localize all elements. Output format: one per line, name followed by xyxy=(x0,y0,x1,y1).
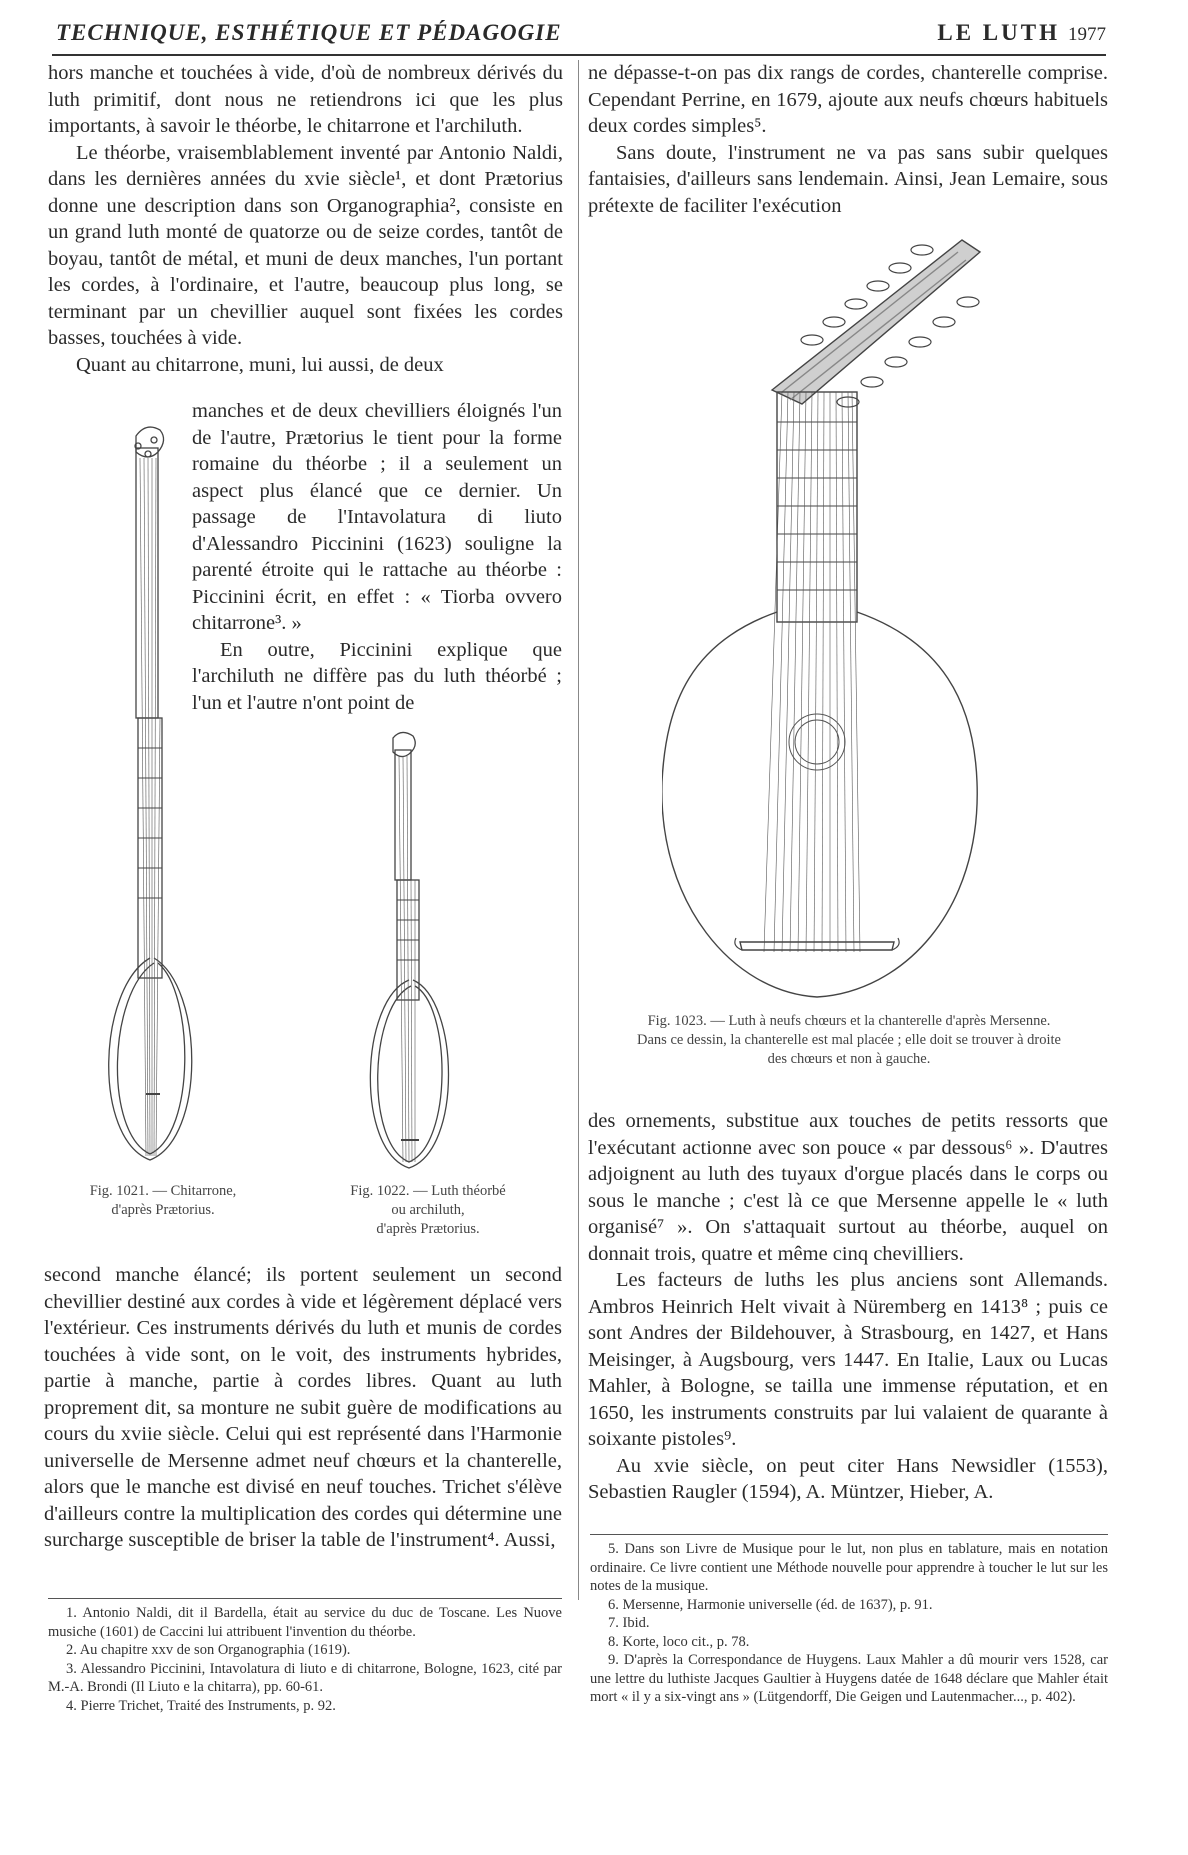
footnote: 7. Ibid. xyxy=(608,1615,650,1631)
paragraph: hors manche et touchées à vide, d'où de nombreux dérivés du luth primitif, dont nous ne retiendrons ici que les plus importants, à savoir le théorbe, le chitarrone et l'archiluth. xyxy=(48,62,563,137)
caption-line: Fig. 1021. — Chitarrone, xyxy=(89,1183,237,1199)
footnote-separator xyxy=(48,1598,562,1599)
header-article-name: LE LUTH xyxy=(937,20,1060,45)
footnotes-left xyxy=(48,1604,562,1715)
figure-1022-archiluth xyxy=(355,730,485,1180)
footnote-separator xyxy=(590,1534,1108,1535)
footnote: 6. Mersenne, Harmonie universelle (éd. de 1637), p. 91. xyxy=(608,1596,933,1613)
paragraph: Quant au chitarrone, muni, lui aussi, de deux xyxy=(76,353,444,376)
header-article-title xyxy=(937,20,1106,46)
right-column-top xyxy=(588,60,1108,219)
paragraph: des ornements, substitue aux touches de petits ressorts que l'exécutant actionne avec son pouce « par dessous⁶ ». D'autres adjoignent au luth des tuyaux d'orgue placés dans le corps ou sous le manche ; c'est là ce que Mersenne appelle le « luth organisé⁷ ». On s'attaquait surtout au théorbe, auquel on donnait trois, quatre et même cinq chevilliers. xyxy=(588,1110,1108,1265)
caption-line: d'après Prætorius. xyxy=(376,1221,480,1237)
figure-1022-caption xyxy=(318,1182,538,1239)
paragraph: ne dépasse-t-on pas dix rangs de cordes, chanterelle comprise. Cependant Perrine, en 1679, ajoute aux neufs chœurs habituels deux cordes simples⁵. xyxy=(588,62,1108,137)
caption-line: ou archiluth, xyxy=(391,1202,465,1218)
footnotes-right xyxy=(590,1540,1108,1707)
figure-1021-chitarrone xyxy=(88,418,248,1173)
footnote: 3. Alessandro Piccinini, Intavolatura di liuto e di chitarrone, Bologne, 1623, cité par M.-A. Brondi (Il Liuto e la chitarra), pp. 60-61. xyxy=(48,1660,562,1695)
page-number: 1977 xyxy=(1068,24,1106,45)
header-section-title: TECHNIQUE, ESTHÉTIQUE ET PÉDAGOGIE xyxy=(56,20,562,45)
paragraph: Sans doute, l'instrument ne va pas sans subir quelques fantaisies, d'ailleurs sans lendemain. Ainsi, Jean Lemaire, sous prétexte de faciliter l'exécution xyxy=(588,141,1108,217)
left-column-bottom xyxy=(44,1262,562,1554)
footnote: 8. Korte, loco cit., p. 78. xyxy=(608,1633,750,1650)
running-header xyxy=(52,14,1106,56)
figure-1023-lute-mersenne xyxy=(662,222,1042,1000)
caption-line: d'après Prætorius. xyxy=(111,1202,215,1218)
right-column-bottom xyxy=(588,1108,1108,1506)
column-divider xyxy=(578,60,579,1600)
left-column-top xyxy=(48,60,563,378)
paragraph: Les facteurs de luths les plus anciens sont Allemands. Ambros Heinrich Helt vivait à Nüremberg en 1413⁸ ; puis ce sont Andres der Bildehouver, à Strasbourg, en 1427, et Hans Meisinger, à Augsbourg, vers 1447. En Italie, Laux ou Lucas Mahler, à Bologne, se tailla une immense réputation, et en 1650, les instruments construits par lui valaient de quarante à soixante pistoles⁹. xyxy=(588,1269,1108,1450)
paragraph: Le théorbe, vraisemblablement inventé par Antonio Naldi, dans les dernières années du xvie siècle¹, et dont Prætorius donne une description dans son Organographia², consiste en un grand luth monté de quatorze ou de seize cordes, tantôt de boyau, tantôt de métal, et muni de deux manches, l'un portant les cordes, à l'ordinaire, et l'autre, beaucoup plus long, se terminant par un chevillier auquel sont fixées les cordes basses, touchées à vide. xyxy=(48,141,563,349)
footnote: 1. Antonio Naldi, dit il Bardella, était au service du duc de Toscane. Les Nuove musiche (1601) de Caccini lui attribuent l'invention du théorbe. xyxy=(48,1605,562,1640)
footnote: 5. Dans son Livre de Musique pour le lut, non plus en tablature, mais en notation ordinaire. Ce livre contient une Méthode nouvelle pour apprendre à toucher le lut sur les notes de la musique. xyxy=(590,1541,1108,1594)
caption-text: Fig. 1023. — Luth à neufs chœurs et la chanterelle d'après Mersenne. Dans ce dessin, la chanterelle est mal placée ; elle doit se trouver à droite des chœurs et non à gauche. xyxy=(637,1013,1061,1067)
footnote: 2. Au chapitre xxv de son Organographia (1619). xyxy=(66,1642,351,1658)
paragraph: Au xvie siècle, on peut citer Hans Newsidler (1553), Sebastien Raugler (1594), A. Müntzer, Hieber, A. xyxy=(588,1454,1108,1503)
paragraph: second manche élancé; ils portent seulement un second chevillier destiné aux cordes à vide et légèrement déplacé vers l'extérieur. Ces instruments dérivés du luth et munis de cordes touchées à vide sont, on le voit, des instruments hybrides, partie à manche, partie à cordes libres. Quant au luth proprement dit, sa monture ne subit guère de modifications au cours du xviie siècle. Celui qui est représenté dans l'Harmonie universelle de Mersenne admet neuf chœurs et la chanterelle, alors que le manche est divisé en neuf touches. Trichet s'élève d'ailleurs contre la multiplication des cordes qui détermine une surcharge susceptible de briser la table de l'instrument⁴. Aussi, xyxy=(44,1264,562,1551)
figure-1023-caption xyxy=(634,1012,1064,1069)
paragraph: manches et de deux chevilliers éloignés l'un de l'autre, Prætorius le tient pour la forme romaine du théorbe ; il a seulement un aspect plus élancé que ce dernier. Un passage de l'Intavolatura di liuto d'Alessandro Piccinini (1623) souligne la parenté étroite qui le rattache au théorbe : Piccinini écrit, en effet : « Tiorba ovvero chitarrone³. » xyxy=(192,400,562,634)
footnote: 9. D'après la Correspondance de Huygens. Laux Mahler a dû mourir vers 1528, car une lettre du luthiste Jacques Gaultier à Huygens datée de 1648 déclare que Mahler était mort « il y a six-vingt ans » (Lütgendorff, Die Geigen und Lautenmacher..., p. 402). xyxy=(590,1652,1108,1705)
paragraph: En outre, Piccinini explique que l'archiluth ne diffère pas du luth théorbé ; l'un et l'autre n'ont point de xyxy=(192,638,562,714)
caption-line: Fig. 1022. — Luth théorbé xyxy=(350,1183,506,1199)
footnote: 4. Pierre Trichet, Traité des Instruments, p. 92. xyxy=(66,1697,336,1714)
figure-1021-caption xyxy=(48,1182,278,1220)
